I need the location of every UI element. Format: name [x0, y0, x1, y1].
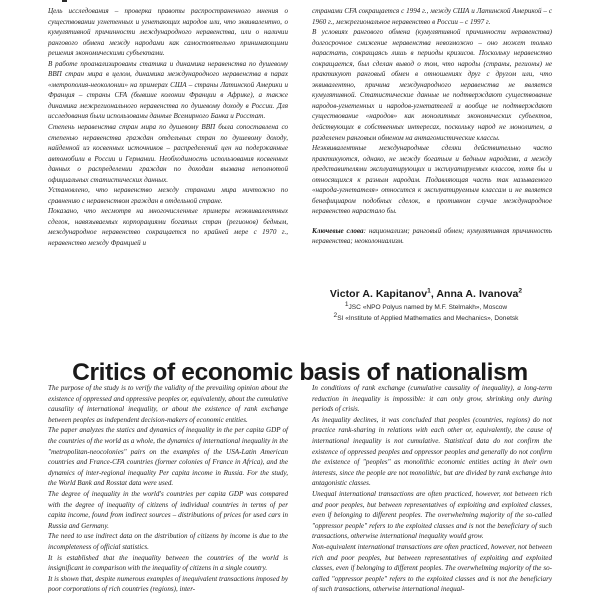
paragraph: The degree of inequality in the world's countries per capita GDP was compared with the degree of inequality of citizens of individual countries in terms of per capita income, found from indirect sources – distributions of prices for used cars in Russia and Germany.	[48, 489, 288, 530]
paragraph: Показано, что несмотря на многочисленные примеры неэквивалентных сделок, навязываемых корпорациями богатых стран (регионов) бедным, международное неравенство сокращается по крайней мере с 1970 г., неравенство между Францией и	[48, 207, 288, 248]
paragraph: The purpose of the study is to verify the validity of the prevailing opinion about the existence of oppressed and oppressive peoples or, equivalently, about the cumulative causality of international inequality, or about the existence of rank exchange between peoples as independent decision-makers of economic entities.	[48, 384, 288, 424]
affiliation-one-marker: 1	[344, 300, 349, 308]
english-abstract-columns	[48, 383, 552, 600]
author-one-name: Victor A. Kapitanov	[329, 288, 428, 300]
paragraph: Цель исследования – проверка правоты распространенного мнения о существовании угнетенных и угнетающих народов или, что эквивалентно, о кумулятивной причинности международного неравенства, или о наличии рангового обмена между народами как самостоятельно принимающими решения экономическими субъектами.	[48, 7, 288, 58]
keywords-line	[312, 226, 552, 247]
paragraph: The need to use indirect data on the distribution of citizens by income is due to the incompleteness of official statistics.	[48, 532, 288, 551]
page-title: Critics of economic basis of nationalism	[72, 359, 528, 387]
paragraph: Unequal international transactions are often practiced, however, not between rich and poor peoples, but between representatives of exploiting and exploited classes, even if belonging to different peoples. The overwhelming majority of the so-called "oppressor people" refers to the exploited classes and is not the beneficiary of such transactions, otherwise international inequality would grow.	[312, 489, 552, 541]
affiliation-two-marker: 2	[333, 312, 338, 320]
paragraph: As inequality declines, it was concluded that peoples (countries, regions) do not practice rank-sharing in relations with each other or, equivalently, the cause of international inequality is not cumulative. Statistical data do not confirm the existence of oppressed peoples and oppressor peoples and generally do not confirm the existence of "peoples" as monolithic economic entities acting in their own interests, since the people are not monolithic, but are divided by rank exchange into antagonistic classes.	[312, 415, 552, 488]
english-abstract-right-column	[312, 383, 552, 600]
affiliation-two	[300, 312, 552, 323]
author-names	[300, 288, 552, 301]
russian-abstract-columns	[48, 6, 552, 249]
paragraph: It is shown that, despite numerous examples of inequivalent transactions imposed by poor corporations of rich countries (regions), inter-	[48, 574, 288, 594]
paragraph: It is established that the inequality between the countries of the world is insignificant in comparison with the inequality of citizens in a single country.	[48, 553, 288, 573]
affiliation-two-text: SI «Institute of Applied Mathematics and Mechanics», Donetsk	[337, 315, 519, 323]
english-abstract-left-column	[48, 383, 288, 600]
paragraph: В работе проанализированы статика и динамика неравенства по душевому ВВП стран мира в целом, динамика международного неравенства в парах «метрополия-неоколонии» на примерах США – страны Латинской Америки и Франция – страны CFA (бывшие колонии Франции в Африке), а также динамика межрегионального неравенства по душевому доходу в России. Для исследования были использованы данные Всемирного Банка и Росстат.	[48, 59, 288, 121]
affiliation-one-text: JSC «NPO Polyus named by M.F. Stelmakh», Moscow	[348, 304, 508, 311]
paragraph: The paper analyzes the statics and dynamics of inequality in the per capita GDP of the countries of the world as a whole, the dynamics of international inequality in the "metropolitan-neocolonies" pairs on the examples of the USA-Latin American countries and France-CFA countries (former colonies of France in Africa), and the dynamics of inter-regional inequality Per capita income in Russia. For the study, the World Bank and Rosstat data were used.	[48, 426, 288, 488]
keywords-label: Ключевые слова	[312, 226, 364, 235]
paragraph: Non-equivalent international transactions are often practiced, however, not between rich and poor peoples, but between representatives of exploiting and exploited classes, even if belonging to different peoples. The overwhelming majority of the so-called "oppressor people" refers to the exploited classes and is not the beneficiary of such transactions, otherwise international inequal-	[312, 542, 552, 594]
paragraph: странами CFA сокращается с 1994 г., между США и Латинской Америкой – с 1960 г., межрегиональное неравенство в России – с 1997 г.	[312, 7, 552, 26]
paragraph: Неэквивалентные международные сделки действительно часто практикуются, однако, не между богатым и бедным народами, а между представителями эксплуатирующих и эксплуатируемых классов, хотя бы и относящихся к разным народам. Подавляющая часть так называемого «народа-угнетателя» относится к эксплуатируемым классам и не является бенефициаром подобных сделок, в противном случае международное неравенство нарастало бы.	[312, 144, 552, 216]
paragraph: В условиях рангового обмена (кумулятивной причинности неравенства) долгосрочное снижение неравенства невозможно – оно может только нарастать, сокращаясь лишь в периоды кризисов. Поскольку неравенство сокращается, был сделан вывод о том, что народы (страны, регионы) не практикуют ранговый обмен в отношениях друг с другом или, что эквивалентно, причина международного неравенства не является кумулятивной. Статистические данные не подтверждают существование народов-угнетенных и народов-угнетателей и вообще не подтверждают существование «народов» как монолитных экономических субъектов, действующих в собственных интересах, поскольку народ не монолитен, а разделенен ранговым обменом на антагонистические классы.	[312, 28, 552, 142]
cut-off-glyph-fragment	[62, 0, 67, 2]
paragraph: Степень неравенства стран мира по душевому ВВП была сопоставлена со степенью неравенства граждан отдельных стран по душевому доходу, найденной из косвенных источников – распределений цен на подержанные автомобили в России и Германии. Необходимость использования косвенных данных о распределении граждан по доходам вызвана неполнотой официальных статистических данных.	[48, 123, 288, 184]
paragraph: In conditions of rank exchange (cumulative causality of inequality), a long-term reduction in inequality is impossible: it can only grow, shrinking only during periods of crisis.	[312, 384, 552, 414]
paragraph: Установлено, что неравенство между странами мира ничтожно по сравнению с неравенством граждан в отдельной стране.	[48, 186, 288, 205]
author-two-name: , Anna A. Ivanova	[430, 288, 519, 300]
author-block	[300, 288, 552, 324]
keywords-value: : национализм; ранговый обмен; кумулятивная причинность неравенства; неоколониализм.	[312, 226, 552, 246]
author-one-affiliation-marker: 1	[427, 287, 431, 295]
russian-abstract-right-column	[312, 6, 552, 249]
author-two-affiliation-marker: 2	[518, 287, 523, 295]
affiliation-one	[300, 300, 552, 312]
russian-abstract-left-column	[48, 6, 288, 249]
